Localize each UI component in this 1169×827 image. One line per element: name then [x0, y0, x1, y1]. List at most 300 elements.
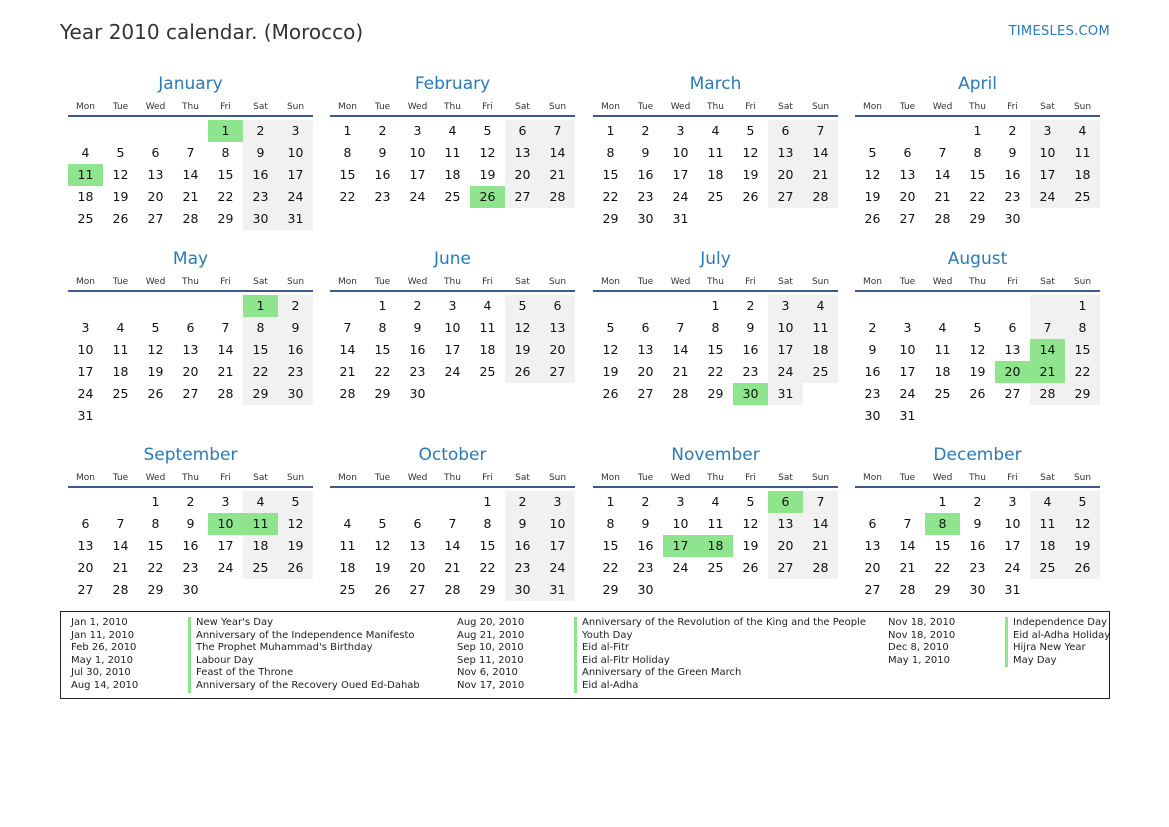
- day-cell: 30: [637, 582, 654, 597]
- weekday-header: Tue: [899, 473, 916, 483]
- day-cell: 5: [746, 494, 755, 509]
- day-cell: 20: [505, 164, 540, 186]
- holiday-date: Sep 11, 2010: [457, 654, 524, 666]
- day-cell: 28: [217, 386, 234, 401]
- day-cell: 15: [479, 538, 496, 553]
- day-cell: 25: [707, 560, 724, 575]
- day-cell: 27: [409, 582, 426, 597]
- holiday-name: Eid al-Adha Holiday: [1005, 630, 1110, 643]
- day-cell: 14: [803, 513, 838, 535]
- weekday-header: Mon: [863, 473, 882, 483]
- day-cell: 22: [1065, 361, 1100, 383]
- empty-day-cell: [995, 295, 1030, 317]
- month-november: [593, 445, 838, 601]
- weekday-header: Sun: [1073, 473, 1092, 483]
- day-cell: 8: [973, 145, 982, 160]
- day-cell: 1: [1065, 295, 1100, 317]
- day-cell: 8: [1065, 317, 1100, 339]
- day-cell: 18: [77, 189, 94, 204]
- month-name: January: [158, 74, 223, 94]
- day-cell: 21: [540, 164, 575, 186]
- day-cell: 24: [1004, 560, 1021, 575]
- weekday-header: Tue: [637, 102, 654, 112]
- day-cell: 30: [505, 579, 540, 601]
- day-cell: 3: [676, 123, 685, 138]
- day-cell: 21: [444, 560, 461, 575]
- day-cell: 30: [182, 582, 199, 597]
- day-cell: 12: [742, 145, 759, 160]
- weekday-header: Thu: [182, 102, 199, 112]
- day-cell: 25: [112, 386, 129, 401]
- empty-day-cell: [68, 295, 103, 317]
- holiday-name: May Day: [1005, 655, 1057, 668]
- legend-row: [457, 680, 866, 693]
- weekday-header: Mon: [601, 102, 620, 112]
- day-cell: 24: [899, 386, 916, 401]
- day-cell: 12: [374, 538, 391, 553]
- day-cell: 11: [1065, 142, 1100, 164]
- day-cell: 5: [116, 145, 125, 160]
- day-cell: 17: [672, 167, 689, 182]
- day-cell: 28: [934, 211, 951, 226]
- month-day-grid: [855, 274, 1100, 427]
- weekday-header: Wed: [932, 102, 953, 112]
- holiday-name: Anniversary of the Green March: [574, 667, 741, 680]
- legend-row: [888, 642, 1110, 655]
- day-cell: 4: [938, 320, 947, 335]
- weekday-header: Wed: [145, 102, 166, 112]
- month-august: [855, 249, 1100, 427]
- day-cell: 16: [182, 538, 199, 553]
- day-cell: 9: [378, 145, 387, 160]
- day-cell: 10: [278, 142, 313, 164]
- day-cell: 9: [973, 516, 982, 531]
- empty-day-cell: [365, 491, 400, 513]
- weekday-header: Mon: [863, 102, 882, 112]
- day-cell: 19: [602, 364, 619, 379]
- day-cell: 27: [182, 386, 199, 401]
- month-name: November: [671, 445, 760, 465]
- day-cell: 19: [112, 189, 129, 204]
- weekday-header: Wed: [670, 102, 691, 112]
- weekday-header: Fri: [220, 473, 231, 483]
- month-day-grid: [593, 99, 838, 230]
- day-cell: 29: [1065, 383, 1100, 405]
- month-name: April: [958, 74, 997, 94]
- day-cell: 31: [77, 408, 94, 423]
- day-cell: 30: [637, 211, 654, 226]
- day-cell: 16: [243, 164, 278, 186]
- day-cell: 16: [864, 364, 881, 379]
- weekday-header: Sat: [778, 277, 793, 287]
- empty-day-cell: [173, 295, 208, 317]
- day-cell: 3: [81, 320, 90, 335]
- day-cell: 30: [1004, 211, 1021, 226]
- weekday-header: Sat: [515, 102, 530, 112]
- weekday-header: Mon: [601, 277, 620, 287]
- holiday-day-cell: 10: [208, 513, 243, 535]
- day-cell: 18: [479, 342, 496, 357]
- day-cell: 8: [151, 516, 160, 531]
- day-cell: 5: [746, 123, 755, 138]
- day-cell: 31: [540, 579, 575, 601]
- day-cell: 26: [742, 560, 759, 575]
- day-cell: 22: [217, 189, 234, 204]
- empty-day-cell: [68, 120, 103, 142]
- day-cell: 1: [483, 494, 492, 509]
- day-cell: 7: [676, 320, 685, 335]
- day-cell: 9: [868, 342, 877, 357]
- weekday-header: Tue: [112, 473, 129, 483]
- holiday-date: Dec 8, 2010: [888, 642, 949, 654]
- day-cell: 24: [672, 560, 689, 575]
- holiday-name: Feast of the Throne: [188, 667, 293, 680]
- holiday-day-cell: 26: [470, 186, 505, 208]
- weekday-header: Sun: [548, 102, 567, 112]
- day-cell: 23: [278, 361, 313, 383]
- weekday-header: Fri: [745, 102, 756, 112]
- day-cell: 21: [803, 164, 838, 186]
- empty-day-cell: [890, 120, 925, 142]
- day-cell: 30: [243, 208, 278, 230]
- day-cell: 4: [711, 123, 720, 138]
- day-cell: 14: [217, 342, 234, 357]
- weekday-header: Wed: [670, 473, 691, 483]
- day-cell: 13: [147, 167, 164, 182]
- weekday-header: Wed: [145, 277, 166, 287]
- day-cell: 17: [899, 364, 916, 379]
- month-day-grid: [68, 470, 313, 601]
- holiday-day-cell: 11: [68, 164, 103, 186]
- month-name: September: [143, 445, 238, 465]
- day-cell: 26: [505, 361, 540, 383]
- day-cell: 8: [606, 145, 615, 160]
- holiday-date: Aug 20, 2010: [457, 617, 525, 628]
- day-cell: 9: [278, 317, 313, 339]
- day-cell: 5: [1065, 491, 1100, 513]
- weekday-header: Wed: [932, 277, 953, 287]
- weekday-header: Sun: [286, 277, 305, 287]
- day-cell: 14: [672, 342, 689, 357]
- day-cell: 8: [378, 320, 387, 335]
- day-cell: 28: [540, 186, 575, 208]
- day-cell: 1: [151, 494, 160, 509]
- month-february: [330, 74, 575, 208]
- holiday-day-cell: 8: [925, 513, 960, 535]
- legend-row: [457, 617, 866, 630]
- page-title: Year 2010 calendar. (Morocco): [60, 20, 364, 44]
- day-cell: 2: [641, 123, 650, 138]
- day-cell: 8: [343, 145, 352, 160]
- day-cell: 28: [339, 386, 356, 401]
- month-december: [855, 445, 1100, 601]
- legend-row: [888, 655, 1110, 668]
- day-cell: 30: [409, 386, 426, 401]
- day-cell: 18: [112, 364, 129, 379]
- day-cell: 5: [505, 295, 540, 317]
- day-cell: 21: [899, 560, 916, 575]
- day-cell: 7: [938, 145, 947, 160]
- day-cell: 14: [899, 538, 916, 553]
- weekday-header: Wed: [670, 277, 691, 287]
- empty-day-cell: [925, 295, 960, 317]
- weekday-header: Thu: [444, 102, 461, 112]
- day-cell: 7: [221, 320, 230, 335]
- holiday-day-cell: 17: [663, 535, 698, 557]
- day-cell: 7: [540, 120, 575, 142]
- day-cell: 25: [707, 189, 724, 204]
- day-cell: 23: [864, 386, 881, 401]
- day-cell: 30: [278, 383, 313, 405]
- day-cell: 13: [540, 317, 575, 339]
- weekday-header: Thu: [707, 473, 724, 483]
- day-cell: 20: [864, 560, 881, 575]
- day-cell: 26: [969, 386, 986, 401]
- day-cell: 8: [711, 320, 720, 335]
- day-cell: 25: [1065, 186, 1100, 208]
- holiday-day-cell: 1: [208, 120, 243, 142]
- day-cell: 27: [768, 186, 803, 208]
- day-cell: 2: [641, 494, 650, 509]
- month-july: [593, 249, 838, 405]
- weekday-header: Sat: [253, 277, 268, 287]
- weekday-header: Sun: [811, 473, 830, 483]
- holiday-date: Feb 26, 2010: [71, 642, 137, 654]
- day-cell: 3: [448, 298, 457, 313]
- day-cell: 17: [1030, 164, 1065, 186]
- legend-row: [888, 617, 1110, 630]
- day-cell: 11: [339, 538, 356, 553]
- holiday-day-cell: 14: [1030, 339, 1065, 361]
- day-cell: 6: [868, 516, 877, 531]
- day-cell: 29: [602, 211, 619, 226]
- weekday-header: Mon: [338, 277, 357, 287]
- header-rule: [593, 290, 838, 292]
- day-cell: 26: [602, 386, 619, 401]
- header-rule: [593, 486, 838, 488]
- header-rule: [593, 115, 838, 117]
- weekday-header: Fri: [220, 102, 231, 112]
- day-cell: 24: [672, 189, 689, 204]
- day-cell: 1: [606, 494, 615, 509]
- holiday-date: Jul 30, 2010: [71, 667, 131, 679]
- day-cell: 13: [409, 538, 426, 553]
- day-cell: 1: [711, 298, 720, 313]
- day-cell: 8: [243, 317, 278, 339]
- month-april: [855, 74, 1100, 230]
- day-cell: 28: [672, 386, 689, 401]
- day-cell: 10: [1030, 142, 1065, 164]
- day-cell: 22: [602, 560, 619, 575]
- legend-row: [71, 630, 420, 643]
- holiday-day-cell: 18: [698, 535, 733, 557]
- day-cell: 27: [540, 361, 575, 383]
- day-cell: 21: [934, 189, 951, 204]
- day-cell: 29: [969, 211, 986, 226]
- weekday-header: Mon: [338, 102, 357, 112]
- holiday-date: Nov 18, 2010: [888, 629, 956, 641]
- day-cell: 19: [479, 167, 496, 182]
- day-cell: 7: [448, 516, 457, 531]
- day-cell: 7: [803, 120, 838, 142]
- weekday-header: Tue: [374, 277, 391, 287]
- day-cell: 11: [1030, 513, 1065, 535]
- day-cell: 22: [602, 189, 619, 204]
- day-cell: 4: [81, 145, 90, 160]
- month-day-grid: [593, 274, 838, 405]
- day-cell: 25: [1030, 557, 1065, 579]
- day-cell: 25: [479, 364, 496, 379]
- day-cell: 29: [217, 211, 234, 226]
- weekday-header: Sat: [778, 473, 793, 483]
- day-cell: 11: [444, 145, 461, 160]
- month-name: June: [433, 249, 472, 269]
- day-cell: 3: [413, 123, 422, 138]
- holiday-date: May 1, 2010: [71, 654, 134, 666]
- weekday-header: Sat: [1040, 277, 1055, 287]
- day-cell: 18: [934, 364, 951, 379]
- day-cell: 13: [182, 342, 199, 357]
- empty-day-cell: [68, 491, 103, 513]
- day-cell: 18: [707, 167, 724, 182]
- holiday-day-cell: 21: [1030, 361, 1065, 383]
- day-cell: 2: [243, 120, 278, 142]
- day-cell: 4: [803, 295, 838, 317]
- day-cell: 16: [637, 167, 654, 182]
- day-cell: 7: [1030, 317, 1065, 339]
- day-cell: 2: [186, 494, 195, 509]
- header-rule: [330, 290, 575, 292]
- day-cell: 6: [505, 120, 540, 142]
- legend-row: [71, 642, 420, 655]
- day-cell: 17: [444, 342, 461, 357]
- day-cell: 15: [969, 167, 986, 182]
- month-name: August: [947, 249, 1008, 269]
- day-cell: 25: [444, 189, 461, 204]
- empty-day-cell: [890, 491, 925, 513]
- day-cell: 14: [444, 538, 461, 553]
- day-cell: 10: [672, 516, 689, 531]
- holiday-name: Anniversary of the Recovery Oued Ed-Dahab: [188, 680, 420, 693]
- empty-day-cell: [330, 295, 365, 317]
- empty-day-cell: [400, 491, 435, 513]
- day-cell: 20: [182, 364, 199, 379]
- day-cell: 20: [147, 189, 164, 204]
- day-cell: 23: [182, 560, 199, 575]
- month-october: [330, 445, 575, 601]
- weekday-header: Mon: [76, 102, 95, 112]
- holiday-day-cell: 20: [995, 361, 1030, 383]
- day-cell: 22: [243, 361, 278, 383]
- day-cell: 13: [77, 538, 94, 553]
- day-cell: 6: [768, 120, 803, 142]
- day-cell: 10: [1004, 516, 1021, 531]
- day-cell: 11: [934, 342, 951, 357]
- day-cell: 27: [864, 582, 881, 597]
- day-cell: 22: [339, 189, 356, 204]
- day-cell: 3: [221, 494, 230, 509]
- day-cell: 11: [707, 145, 724, 160]
- site-link[interactable]: TIMESLES.COM: [1008, 24, 1110, 39]
- day-cell: 4: [483, 298, 492, 313]
- day-cell: 28: [444, 582, 461, 597]
- weekday-header: Thu: [969, 277, 986, 287]
- weekday-header: Thu: [182, 277, 199, 287]
- holiday-legend: [60, 611, 1110, 699]
- month-day-grid: [855, 99, 1100, 230]
- day-cell: 13: [864, 538, 881, 553]
- legend-row: [888, 630, 1110, 643]
- weekday-header: Mon: [863, 277, 882, 287]
- day-cell: 27: [637, 386, 654, 401]
- holiday-name: Anniversary of the Revolution of the King and the People: [574, 617, 866, 630]
- day-cell: 14: [182, 167, 199, 182]
- weekday-header: Thu: [444, 473, 461, 483]
- empty-day-cell: [925, 120, 960, 142]
- day-cell: 15: [1065, 339, 1100, 361]
- day-cell: 18: [1030, 535, 1065, 557]
- day-cell: 20: [637, 364, 654, 379]
- holiday-day-cell: 11: [243, 513, 278, 535]
- day-cell: 23: [409, 364, 426, 379]
- day-cell: 25: [339, 582, 356, 597]
- day-cell: 27: [899, 211, 916, 226]
- day-cell: 21: [217, 364, 234, 379]
- day-cell: 10: [899, 342, 916, 357]
- day-cell: 19: [278, 535, 313, 557]
- day-cell: 15: [217, 167, 234, 182]
- day-cell: 29: [602, 582, 619, 597]
- day-cell: 28: [803, 186, 838, 208]
- day-cell: 6: [540, 295, 575, 317]
- day-cell: 12: [969, 342, 986, 357]
- holiday-name: Eid al-Adha: [574, 680, 638, 693]
- header-rule: [68, 115, 313, 117]
- weekday-header: Sun: [548, 277, 567, 287]
- day-cell: 29: [479, 582, 496, 597]
- day-cell: 22: [479, 560, 496, 575]
- holiday-date: Jan 1, 2010: [71, 617, 128, 628]
- day-cell: 12: [479, 145, 496, 160]
- holiday-date: Nov 18, 2010: [888, 617, 956, 628]
- weekday-header: Fri: [482, 473, 493, 483]
- day-cell: 7: [343, 320, 352, 335]
- day-cell: 22: [147, 560, 164, 575]
- day-cell: 8: [606, 516, 615, 531]
- month-day-grid: [593, 470, 838, 601]
- month-day-grid: [855, 470, 1100, 601]
- day-cell: 13: [899, 167, 916, 182]
- day-cell: 4: [243, 491, 278, 513]
- weekday-header: Mon: [76, 277, 95, 287]
- day-cell: 16: [505, 535, 540, 557]
- legend-row: [71, 617, 420, 630]
- day-cell: 29: [707, 386, 724, 401]
- day-cell: 18: [339, 560, 356, 575]
- weekday-header: Fri: [220, 277, 231, 287]
- day-cell: 14: [540, 142, 575, 164]
- day-cell: 6: [903, 145, 912, 160]
- day-cell: 14: [934, 167, 951, 182]
- day-cell: 6: [641, 320, 650, 335]
- month-name: July: [700, 249, 731, 269]
- day-cell: 27: [505, 186, 540, 208]
- day-cell: 22: [969, 189, 986, 204]
- weekday-header: Tue: [112, 102, 129, 112]
- weekday-header: Tue: [637, 473, 654, 483]
- day-cell: 14: [803, 142, 838, 164]
- day-cell: 7: [116, 516, 125, 531]
